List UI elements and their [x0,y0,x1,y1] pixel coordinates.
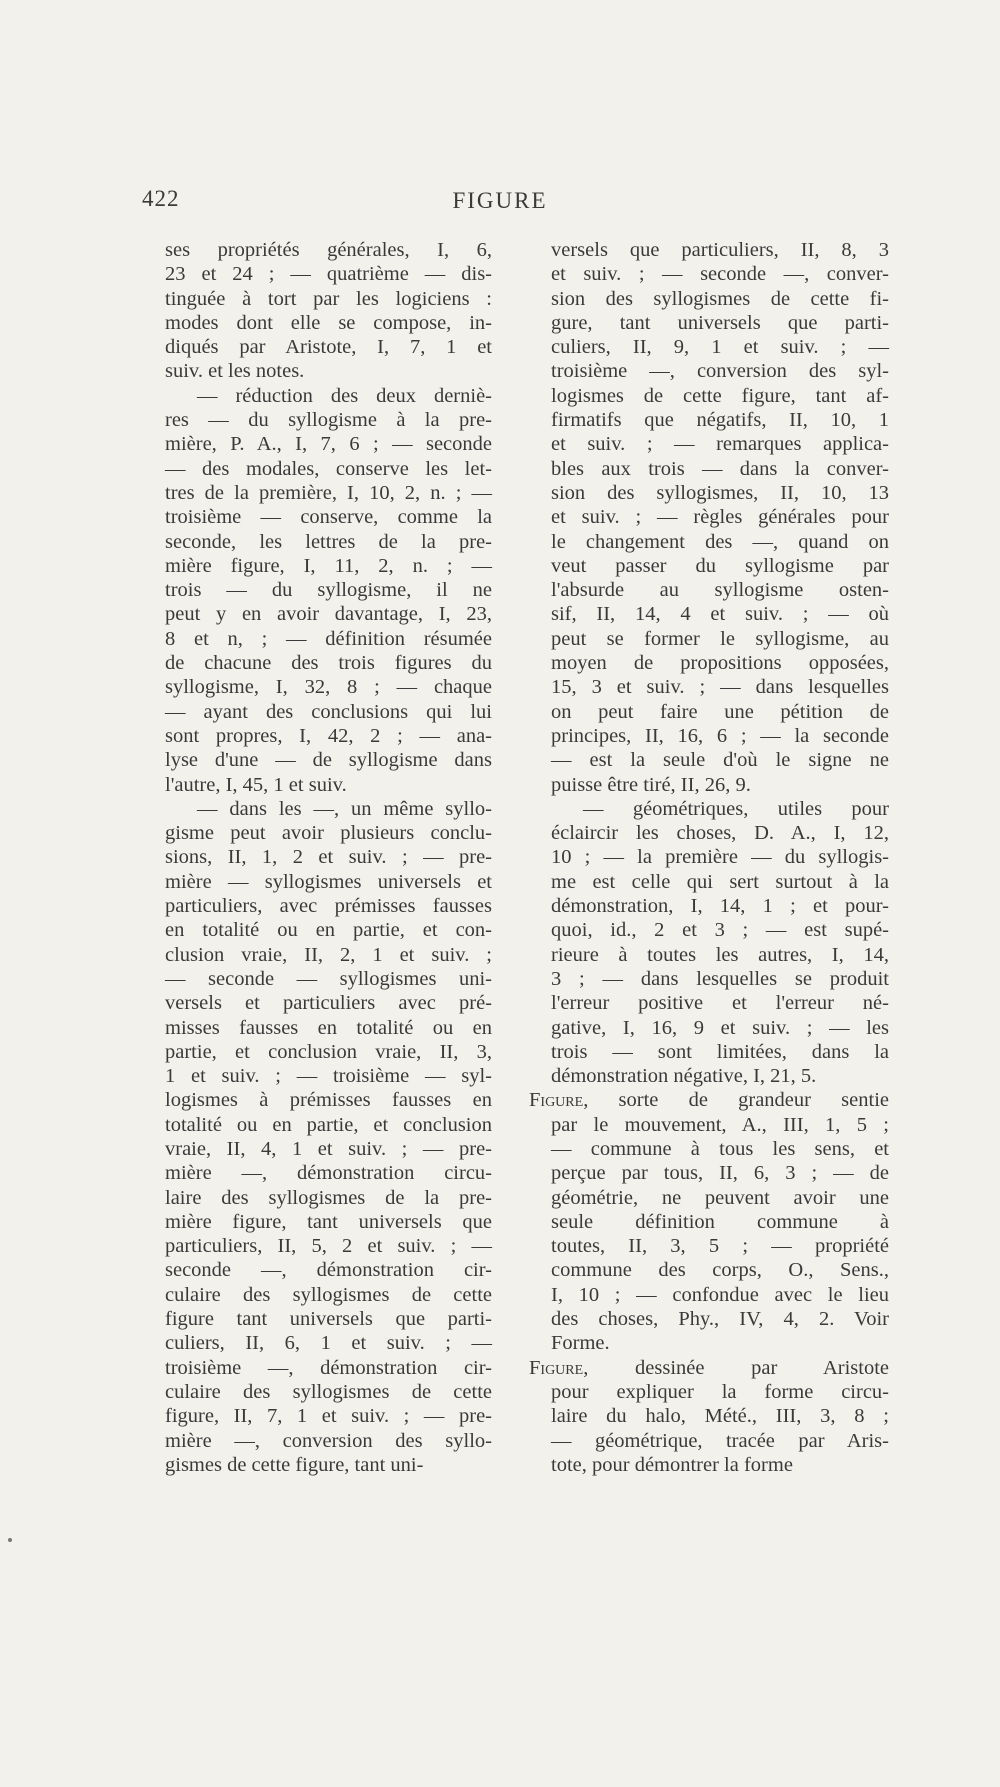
left-column [165,238,492,1477]
right-column-line: on peut faire une pétition de [551,700,889,723]
right-column-line: troisième —, conversion des syl- [551,360,889,383]
right-column-line: Figure, dessinée par Aristote [529,1356,889,1379]
page-header [0,186,1000,216]
right-column-line: sion des syllogismes, II, 10, 13 [551,481,889,504]
right-column-line: tote, pour démontrer la forme [551,1453,793,1476]
right-column-line: seule définition commune à [551,1210,889,1233]
left-column-line: mière figure, tant universels que [165,1210,492,1233]
right-column-line: par le mouvement, A., III, 1, 5 ; [551,1113,889,1136]
right-column-line: éclaircir les choses, D. A., I, 12, [551,822,889,845]
left-column-line: lyse d'une — de syllogisme dans [165,749,492,772]
left-column-line: sions, II, 1, 2 et suiv. ; — pre- [165,846,492,869]
left-column-line: troisième — conserve, comme la [165,506,492,529]
left-column-line: totalité ou en partie, et conclusion [165,1113,492,1136]
right-column-line: versels que particuliers, II, 8, 3 [551,239,889,261]
right-column-line: puisse être tiré, II, 26, 9. [551,773,751,796]
left-column-line: culaire des syllogismes de cette [165,1283,492,1306]
left-column-line: versels et particuliers avec pré- [165,992,492,1015]
right-column-line: sif, II, 14, 4 et suiv. ; — où [551,603,889,626]
right-column-line: et suiv. ; — seconde —, conver- [551,263,889,286]
right-column-line: le changement des —, quand on [551,530,889,553]
right-column-line: bles aux trois — dans la conver- [551,457,889,480]
left-column-line: gisme peut avoir plusieurs conclu- [165,822,492,845]
left-column-line: — ayant des conclusions qui lui [165,700,492,723]
right-column-line: géométrie, ne peuvent avoir une [551,1186,889,1209]
right-column-line: moyen de propositions opposées, [551,652,889,675]
left-column-line: 1 et suiv. ; — troisième — syl- [165,1065,492,1088]
left-column-line: syllogisme, I, 32, 8 ; — chaque [165,676,492,699]
right-column-line: I, 10 ; — confondue avec le lieu [551,1283,889,1306]
right-column-line: laire du halo, Mété., III, 3, 8 ; [551,1405,889,1428]
left-column-line: — dans les —, un même syllo- [197,797,492,820]
left-column-line: seconde, les lettres de la pre- [165,530,492,553]
left-column-line: vraie, II, 4, 1 et suiv. ; — pre- [165,1137,492,1160]
left-column-line: gismes de cette figure, tant uni- [165,1453,424,1476]
left-column-line: particuliers, II, 5, 2 et suiv. ; — [165,1235,492,1258]
right-column-line: culiers, II, 9, 1 et suiv. ; — [551,336,889,359]
right-column-line: sion des syllogismes de cette fi- [551,287,889,310]
left-column-line: diqués par Aristote, I, 7, 1 et [165,336,492,359]
left-column-line: suiv. et les notes. [165,360,305,383]
left-column-line: particuliers, avec prémisses fausses [165,895,492,918]
right-column-line: des choses, Phy., IV, 4, 2. Voir [551,1308,889,1331]
right-column-line: 10 ; — la première — du syllogis- [551,846,889,869]
left-column-line: 8 et n, ; — définition résumée [165,627,492,650]
left-column-line: — seconde — syllogismes uni- [165,967,492,990]
right-column [529,238,889,1477]
left-column-line: tres de la première, I, 10, 2, n. ; — [165,481,492,504]
left-column-line: peut y en avoir davantage, I, 23, [165,603,492,626]
right-column-line: l'absurde au syllogisme osten- [551,579,889,602]
left-column-line: modes dont elle se compose, in- [165,311,492,334]
right-column-line: peut se former le syllogisme, au [551,627,889,650]
left-column-line: partie, et conclusion vraie, II, 3, [165,1040,492,1063]
left-column-line: tinguée à tort par les logiciens : [165,287,492,310]
left-column-line: mière, P. A., I, 7, 6 ; — seconde [165,433,492,456]
right-column-line: quoi, id., 2 et 3 ; — est supé- [551,919,889,942]
right-column-line: principes, II, 16, 6 ; — la seconde [551,724,889,747]
left-column-line: laire des syllogismes de la pre- [165,1186,492,1209]
left-column-line: figure, II, 7, 1 et suiv. ; — pre- [165,1405,492,1428]
left-column-line: trois — du syllogisme, il ne [165,579,492,602]
left-column-line: logismes à prémisses fausses en [165,1089,492,1112]
right-column-line: veut passer du syllogisme par [551,554,889,577]
right-column-line: toutes, II, 3, 5 ; — propriété [551,1235,889,1258]
right-column-line: et suiv. ; — remarques applica- [551,433,889,456]
left-column-line: culiers, II, 6, 1 et suiv. ; — [165,1332,492,1355]
right-column-line: rieure à toutes les autres, I, 14, [551,943,889,966]
left-column-line: mière figure, I, 11, 2, n. ; — [165,554,492,577]
right-column-line: 15, 3 et suiv. ; — dans lesquelles [551,676,889,699]
left-column-line: de chacune des trois figures du [165,652,492,675]
left-column-line: misses fausses en totalité ou en [165,1016,492,1039]
margin-speck [8,1538,12,1542]
right-column-line: l'erreur positive et l'erreur né- [551,992,889,1015]
right-column-line: — est la seule d'où le signe ne [551,749,889,772]
right-column-line: logismes de cette figure, tant af- [551,384,889,407]
left-column-line: seconde —, démonstration cir- [165,1259,492,1282]
left-column-line: l'autre, I, 45, 1 et suiv. [165,773,347,796]
right-column-line: Forme. [551,1332,610,1355]
right-column-line: — géométrique, tracée par Aris- [551,1429,889,1452]
left-column-line: — réduction des deux derniè- [197,384,492,407]
page-number: 422 [142,186,180,211]
left-column-line: mière —, démonstration circu- [165,1162,492,1185]
right-column-line: perçue par tous, II, 6, 3 ; — de [551,1162,889,1185]
right-column-line: trois — sont limitées, dans la [551,1040,889,1063]
right-column-line: me est celle qui sert surtout à la [551,870,889,893]
left-column-line: res — du syllogisme à la pre- [165,409,492,432]
left-column-line: mière — syllogismes universels et [165,870,492,893]
right-column-line: et suiv. ; — règles générales pour [551,506,889,529]
right-column-line: — commune à tous les sens, et [551,1137,889,1160]
right-column-line: Figure, sorte de grandeur sentie [529,1089,889,1112]
left-column-line: clusion vraie, II, 2, 1 et suiv. ; [165,943,492,966]
right-column-line: — géométriques, utiles pour [583,797,889,820]
left-column-line: troisième —, démonstration cir- [165,1356,492,1379]
running-title: FIGURE [452,188,548,213]
left-column-line: sont propres, I, 42, 2 ; — ana- [165,724,492,747]
right-column-line: démonstration, I, 14, 1 ; et pour- [551,895,889,918]
right-column-line: démonstration négative, I, 21, 5. [551,1065,817,1088]
left-column-line: figure tant universels que parti- [165,1308,492,1331]
right-column-line: commune des corps, O., Sens., [551,1259,889,1282]
left-column-line: mière —, conversion des syllo- [165,1429,492,1452]
left-column-line: 23 et 24 ; — quatrième — dis- [165,263,492,286]
left-column-line: ses propriétés générales, I, 6, [165,239,492,261]
left-column-line: — des modales, conserve les let- [165,457,492,480]
right-column-line: pour expliquer la forme circu- [551,1380,889,1403]
right-column-line: gative, I, 16, 9 et suiv. ; — les [551,1016,889,1039]
right-column-line: 3 ; — dans lesquelles se produit [551,967,889,990]
right-column-line: gure, tant universels que parti- [551,311,889,334]
left-column-line: culaire des syllogismes de cette [165,1380,492,1403]
right-column-line: firmatifs que négatifs, II, 10, 1 [551,409,889,432]
left-column-line: en totalité ou en partie, et con- [165,919,492,942]
